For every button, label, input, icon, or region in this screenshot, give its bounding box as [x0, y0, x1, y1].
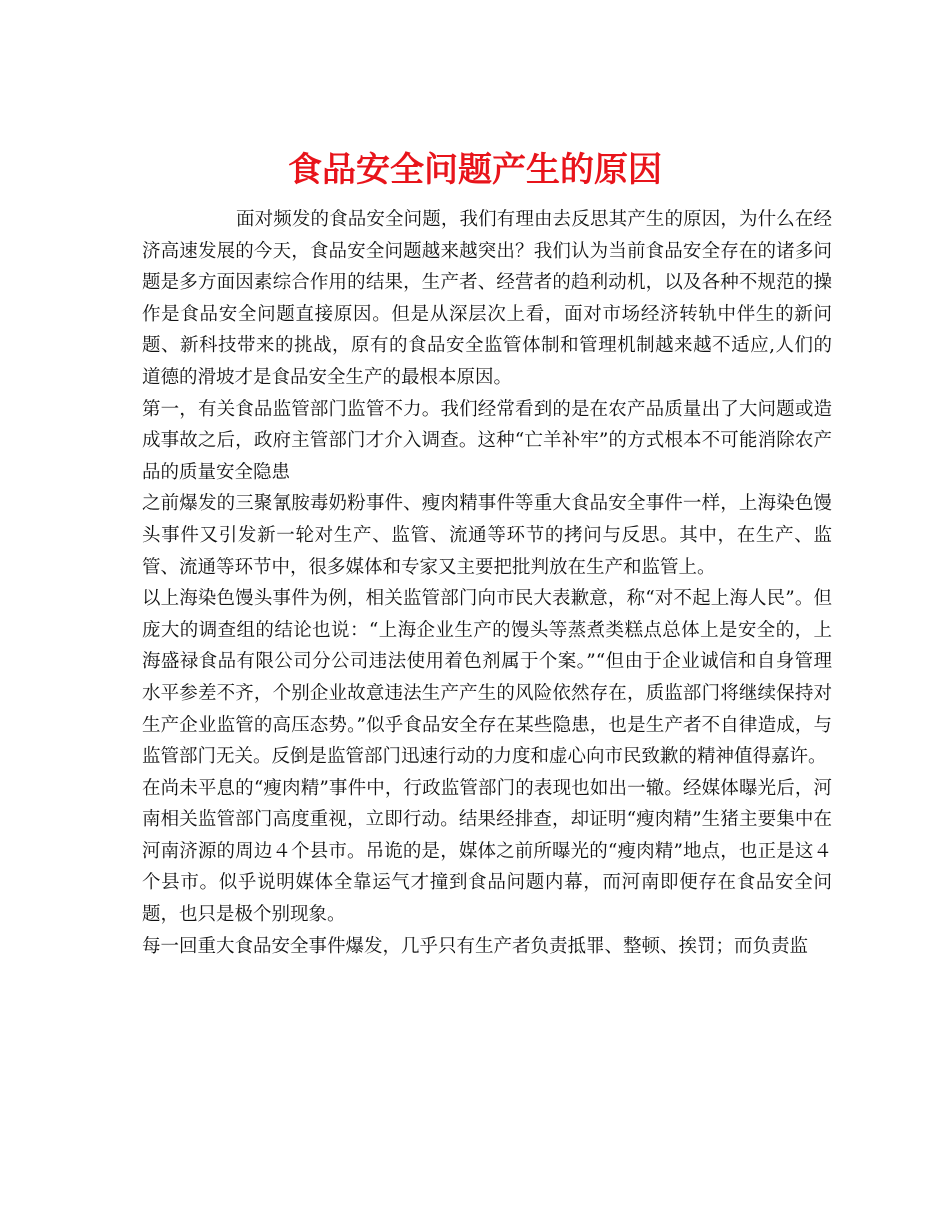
paragraph-accountability: 每一回重大食品安全事件爆发，几乎只有生产者负责抵罪、整顿、挨罚；而负责监 — [142, 935, 809, 957]
paragraph-intro: 面对频发的食品安全问题，我们有理由去反思其产生的原因，为什么在经济高速发展的今天，食品安全问题越来越突出？我们认为当前食品安全存在的诸多问题是多方面因素综合作用的结果，生产者、经营者的趋利动机，以及各种不规范的操作是食品安全问题直接原因。但是从深层次上看，面对市场经济转轨中伴生的新问题、新科技带来的挑战，原有的食品安全监管体制和管理机制越来越不适应,人们的道德的滑坡才是食品安全生产的最根本原因。 — [142, 209, 832, 388]
paragraph-first-point: 第一，有关食品监管部门监管不力。我们经常看到的是在农产品质量出了大问题或造成事故之后，政府主管部门才介入调查。这种“亡羊补牢”的方式根本不可能消除农产品的质量安全隐患 — [142, 398, 832, 483]
paragraph-clenbuterol: 在尚未平息的“瘦肉精”事件中，行政监管部门的表现也如出一辙。经媒体曝光后，河南相关监管部门高度重视，立即行动。结果经排查，却证明“瘦肉精”生猪主要集中在河南济源的周边４个县市。吊诡的是，媒体之前所曝光的“瘦肉精”地点，也正是这４个县市。似乎说明媒体全靠运气才撞到食品问题内幕，而河南即便存在食品安全问题，也只是极个别现象。 — [142, 777, 832, 926]
document-title: 食品安全问题产生的原因 — [288, 149, 662, 190]
paragraph-shanghai-buns: 以上海染色馒头事件为例，相关监管部门向市民大表歉意，称“对不起上海人民”。但庞大的调查组的结论也说：“上海企业生产的馒头等蒸煮类糕点总体上是安全的，上海盛禄食品有限公司分公司违法使用着色剂属于个案。”“但由于企业诚信和自身管理水平参差不齐，个别企业故意违法生产产生的风险依然存在，质监部门将继续保持对生产企业监管的高压态势。”似乎食品安全存在某些隐患，也是生产者不自律造成，与监管部门无关。反倒是监管部门迅速行动的力度和虚心向市民致歉的精神值得嘉许。 — [142, 588, 832, 768]
document-body — [142, 204, 832, 962]
paragraph-melamine: 之前爆发的三聚氰胺毒奶粉事件、瘦肉精事件等重大食品安全事件一样，上海染色馒头事件又引发新一轮对生产、监管、流通等环节的拷问与反思。其中，在生产、监管、流通等环节中，很多媒体和专家又主要把批判放在生产和监管上。 — [142, 493, 832, 578]
